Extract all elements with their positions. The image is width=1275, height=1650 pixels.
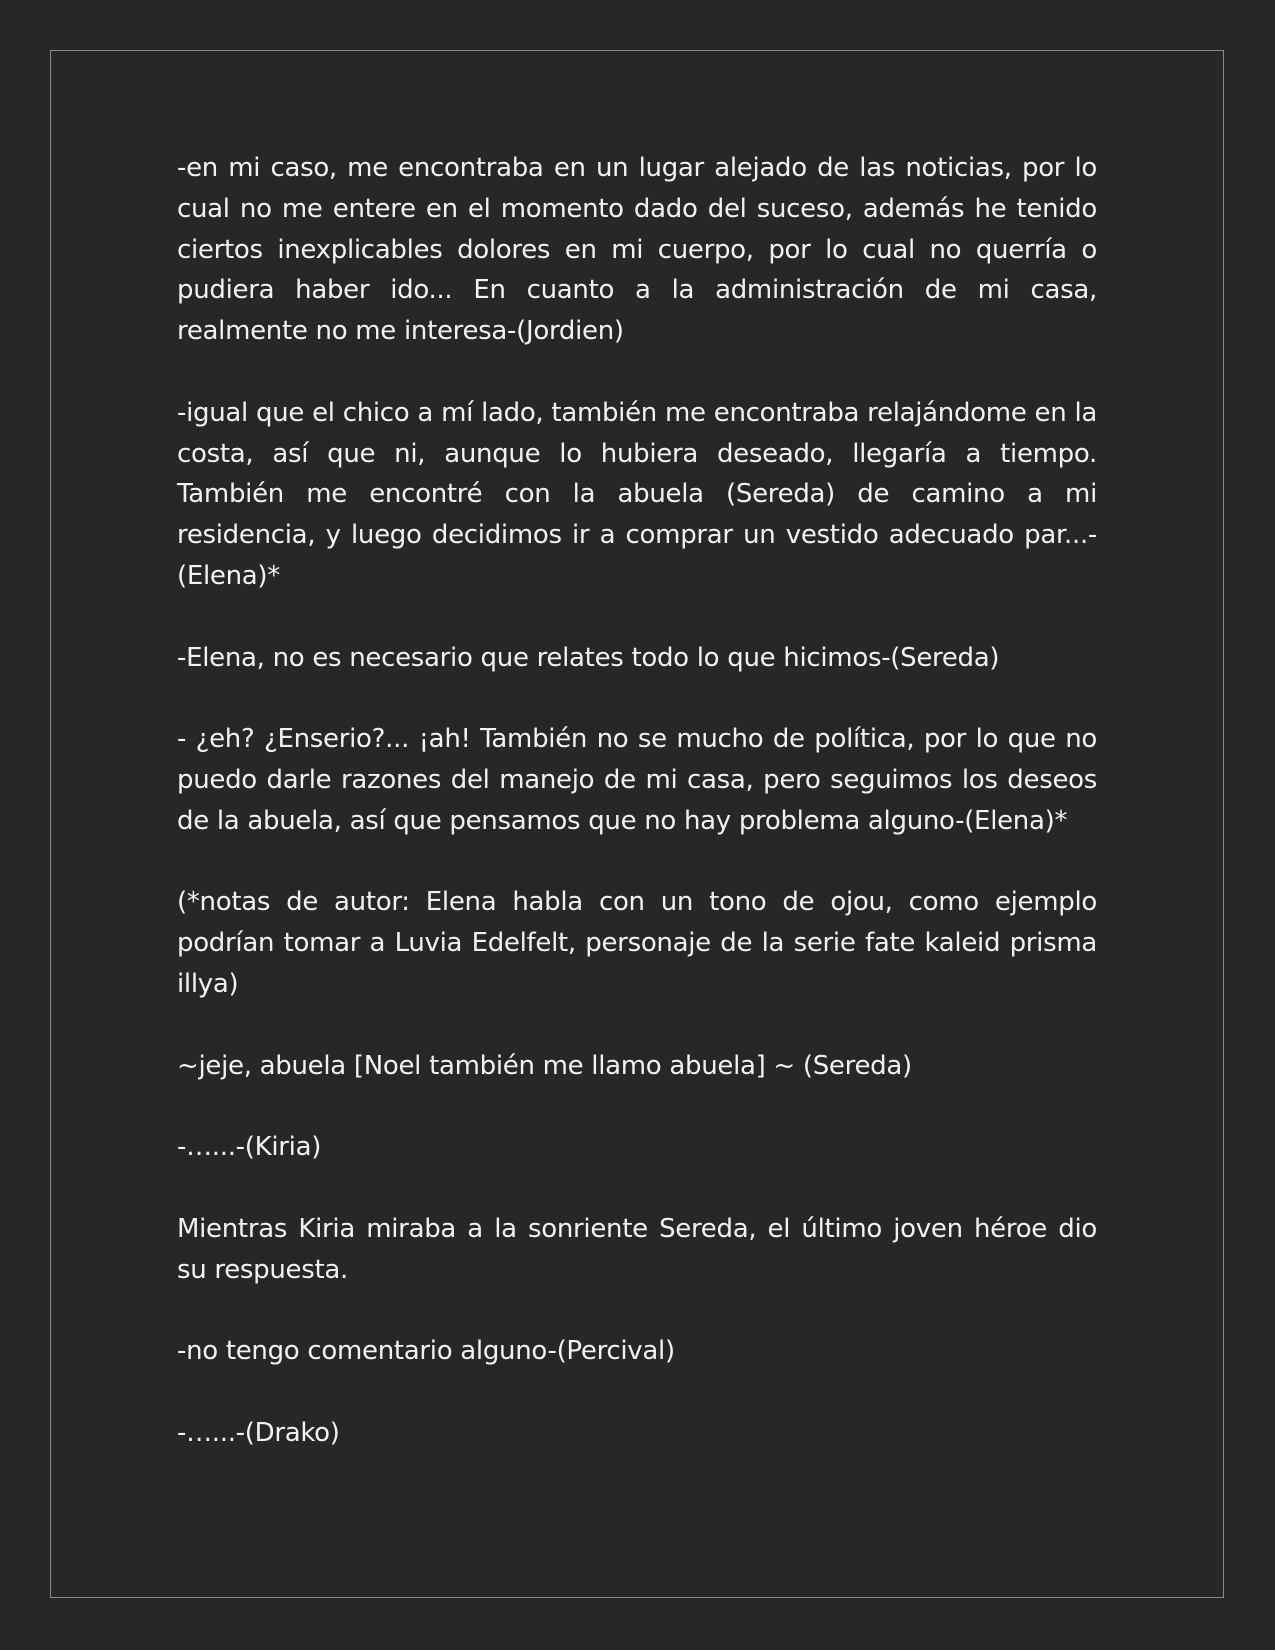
paragraph-narration: Mientras Kiria miraba a la sonriente Sereda, el último joven héroe dio su respuesta. [177,1213,1097,1285]
paragraph-percival-response: -no tengo comentario alguno-(Percival) [177,1336,675,1367]
document-body [177,148,1097,1454]
paragraph-elena-response: -igual que el chico a mí lado, también me encontraba relajándome en la costa, así que ni, aunque lo hubiera deseado, llegaría a tiempo. También me encontré con la abuela (Sereda) de camino a mi residencia, y luego decidimos ir a comprar un vestido adecuado par...-(Elena)* [177,397,1097,591]
paragraph-jordien-response: -en mi caso, me encontraba en un lugar alejado de las noticias, por lo cual no me entere en el momento dado del suceso, además he tenido ciertos inexplicables dolores en mi cuerpo, por lo cual no querría o pudiera haber ido... En cuanto a la administración de mi casa, realmente no me interesa-(Jordien) [177,153,1097,347]
paragraph-author-note: (*notas de autor: Elena habla con un tono de ojou, como ejemplo podrían tomar a Luvia Edelfelt, personaje de la serie fate kaleid prisma illya) [177,887,1097,999]
paragraph-elena-continue: - ¿eh? ¿Enserio?... ¡ah! También no se mucho de política, por lo que no puedo darle razones del manejo de mi casa, pero seguimos los deseos de la abuela, así que pensamos que no hay problema alguno-(Elena)* [177,724,1097,836]
paragraph-kiria-silence: -…...-(Kiria) [177,1132,322,1163]
paragraph-sereda-laugh: ~jeje, abuela [Noel también me llamo abuela] ~ (Sereda) [177,1050,912,1081]
paragraph-drako-silence: -…...-(Drako) [177,1417,340,1448]
paragraph-sereda-interrupt: -Elena, no es necesario que relates todo lo que hicimos-(Sereda) [177,642,1000,673]
